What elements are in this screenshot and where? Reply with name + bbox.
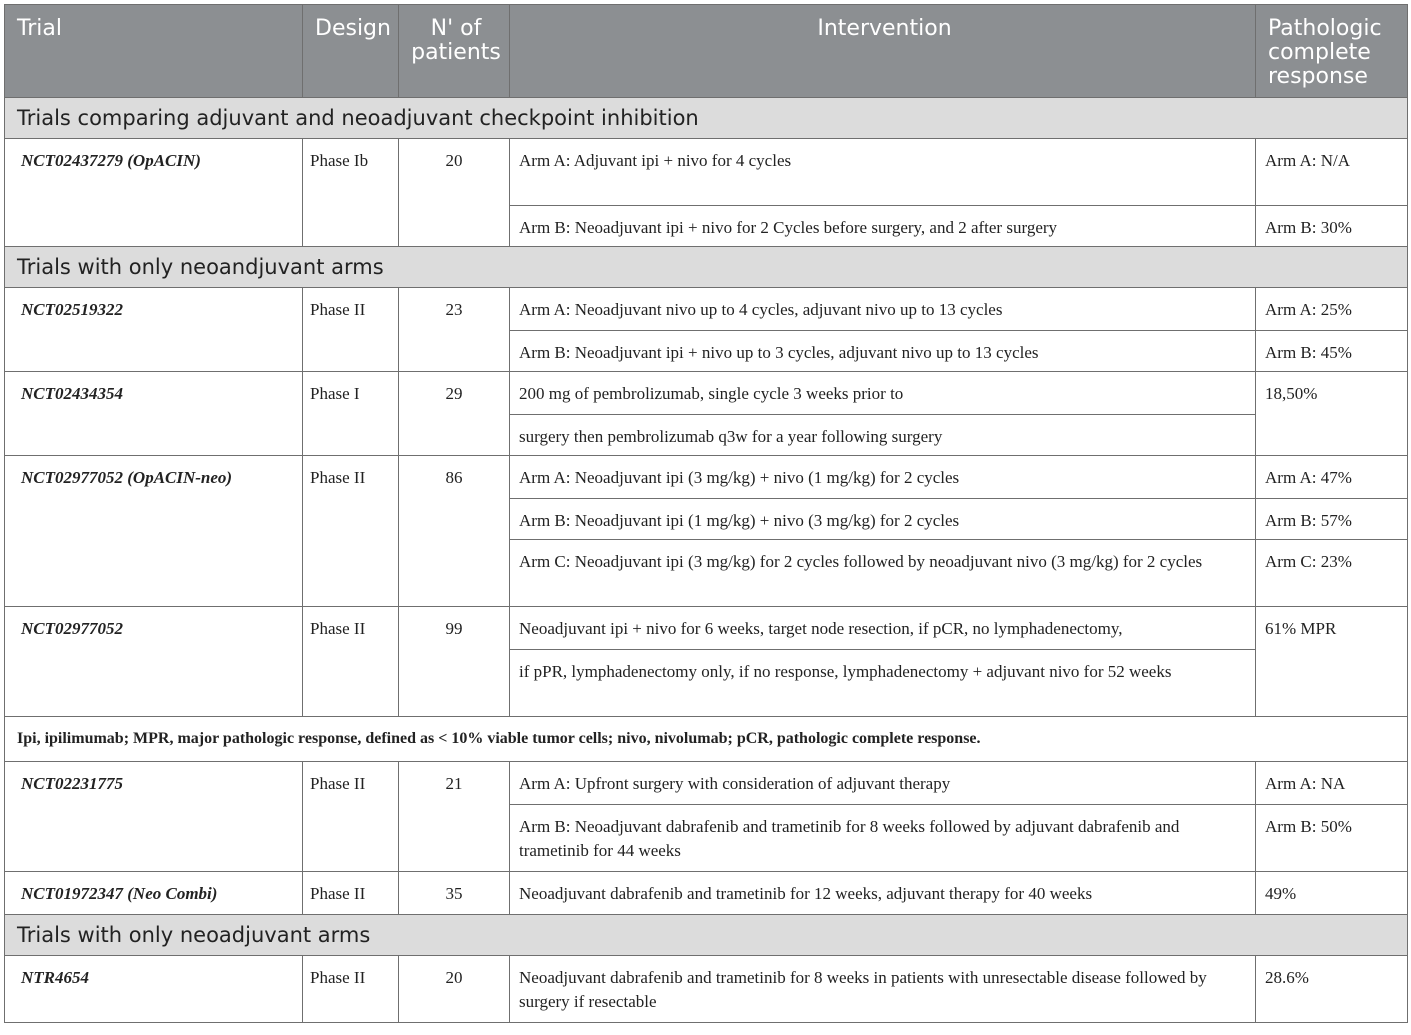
patients-cell: 21 bbox=[399, 762, 510, 872]
table-row bbox=[5, 139, 1408, 206]
response-cell: Arm A: NA bbox=[1256, 762, 1408, 805]
design-cell: Phase II bbox=[303, 872, 399, 915]
section-title: Trials comparing adjuvant and neoadjuvant checkpoint inhibition bbox=[5, 98, 1408, 139]
intervention-cell: Arm A: Neoadjuvant ipi (3 mg/kg) + nivo (1 mg/kg) for 2 cycles bbox=[510, 456, 1256, 499]
design-cell: Phase Ib bbox=[303, 139, 399, 247]
section-title: Trials with only neoandjuvant arms bbox=[5, 247, 1408, 288]
header-intervention: Intervention bbox=[510, 5, 1256, 98]
table-row bbox=[5, 607, 1408, 650]
response-cell: 18,50% bbox=[1256, 372, 1408, 456]
response-cell: Arm A: 47% bbox=[1256, 456, 1408, 499]
footnote-row bbox=[5, 717, 1408, 762]
intervention-cell: if pPR, lymphadenectomy only, if no response, lymphadenectomy + adjuvant nivo for 52 weeks bbox=[510, 650, 1256, 717]
response-cell: 49% bbox=[1256, 872, 1408, 915]
response-cell: Arm B: 50% bbox=[1256, 805, 1408, 872]
intervention-cell: Arm B: Neoadjuvant ipi + nivo for 2 Cycles before surgery, and 2 after surgery bbox=[510, 206, 1256, 247]
trial-cell: NCT02977052 (OpACIN-neo) bbox=[5, 456, 303, 607]
patients-cell: 35 bbox=[399, 872, 510, 915]
intervention-cell: Neoadjuvant dabrafenib and trametinib for 8 weeks in patients with unresectable disease followed by surgery if resectable bbox=[510, 956, 1256, 1023]
intervention-cell: Arm B: Neoadjuvant dabrafenib and trametinib for 8 weeks followed by adjuvant dabrafenib and trametinib for 44 weeks bbox=[510, 805, 1256, 872]
intervention-cell: Neoadjuvant dabrafenib and trametinib for 12 weeks, adjuvant therapy for 40 weeks bbox=[510, 872, 1256, 915]
intervention-cell: Neoadjuvant ipi + nivo for 6 weeks, target node resection, if pCR, no lymphadenectomy, bbox=[510, 607, 1256, 650]
intervention-cell: Arm C: Neoadjuvant ipi (3 mg/kg) for 2 cycles followed by neoadjuvant nivo (3 mg/kg) for 2 cycles bbox=[510, 540, 1256, 607]
intervention-cell: Arm A: Upfront surgery with consideration of adjuvant therapy bbox=[510, 762, 1256, 805]
header-patients: N' of patients bbox=[399, 5, 510, 98]
intervention-cell: 200 mg of pembrolizumab, single cycle 3 weeks prior to bbox=[510, 372, 1256, 415]
section-row bbox=[5, 915, 1408, 956]
design-cell: Phase II bbox=[303, 288, 399, 372]
intervention-cell: Arm B: Neoadjuvant ipi + nivo up to 3 cycles, adjuvant nivo up to 13 cycles bbox=[510, 331, 1256, 372]
header-response: Pathologic complete response bbox=[1256, 5, 1408, 98]
section-title: Trials with only neoadjuvant arms bbox=[5, 915, 1408, 956]
response-cell: Arm C: 23% bbox=[1256, 540, 1408, 607]
patients-cell: 86 bbox=[399, 456, 510, 607]
table-row bbox=[5, 762, 1408, 805]
footnote: Ipi, ipilimumab; MPR, major pathologic response, defined as < 10% viable tumor cells; nivo, nivolumab; pCR, pathologic complete response. bbox=[5, 717, 1408, 762]
response-cell: Arm A: 25% bbox=[1256, 288, 1408, 331]
trial-cell: NTR4654 bbox=[5, 956, 303, 1023]
intervention-cell: Arm A: Adjuvant ipi + nivo for 4 cycles bbox=[510, 139, 1256, 206]
patients-cell: 20 bbox=[399, 956, 510, 1023]
response-cell: 61% MPR bbox=[1256, 607, 1408, 717]
header-trial: Trial bbox=[5, 5, 303, 98]
trial-cell: NCT02231775 bbox=[5, 762, 303, 872]
response-cell: Arm B: 57% bbox=[1256, 499, 1408, 540]
trials-table bbox=[4, 4, 1408, 1023]
patients-cell: 29 bbox=[399, 372, 510, 456]
table-row bbox=[5, 872, 1408, 915]
design-cell: Phase II bbox=[303, 956, 399, 1023]
intervention-cell: Arm B: Neoadjuvant ipi (1 mg/kg) + nivo (3 mg/kg) for 2 cycles bbox=[510, 499, 1256, 540]
table-row bbox=[5, 456, 1408, 499]
patients-cell: 99 bbox=[399, 607, 510, 717]
patients-cell: 20 bbox=[399, 139, 510, 247]
intervention-cell: surgery then pembrolizumab q3w for a year following surgery bbox=[510, 415, 1256, 456]
patients-cell: 23 bbox=[399, 288, 510, 372]
trial-cell: NCT02977052 bbox=[5, 607, 303, 717]
section-row bbox=[5, 98, 1408, 139]
design-cell: Phase II bbox=[303, 762, 399, 872]
section-row bbox=[5, 247, 1408, 288]
trial-cell: NCT01972347 (Neo Combi) bbox=[5, 872, 303, 915]
table-row bbox=[5, 288, 1408, 331]
design-cell: Phase II bbox=[303, 456, 399, 607]
trial-cell: NCT02519322 bbox=[5, 288, 303, 372]
trial-cell: NCT02437279 (OpACIN) bbox=[5, 139, 303, 247]
intervention-cell: Arm A: Neoadjuvant nivo up to 4 cycles, adjuvant nivo up to 13 cycles bbox=[510, 288, 1256, 331]
response-cell: 28.6% bbox=[1256, 956, 1408, 1023]
design-cell: Phase II bbox=[303, 607, 399, 717]
table-row bbox=[5, 372, 1408, 415]
response-cell: Arm B: 30% bbox=[1256, 206, 1408, 247]
header-design: Design bbox=[303, 5, 399, 98]
response-cell: Arm A: N/A bbox=[1256, 139, 1408, 206]
trial-cell: NCT02434354 bbox=[5, 372, 303, 456]
table-row bbox=[5, 956, 1408, 1023]
design-cell: Phase I bbox=[303, 372, 399, 456]
response-cell: Arm B: 45% bbox=[1256, 331, 1408, 372]
header-row bbox=[5, 5, 1408, 98]
